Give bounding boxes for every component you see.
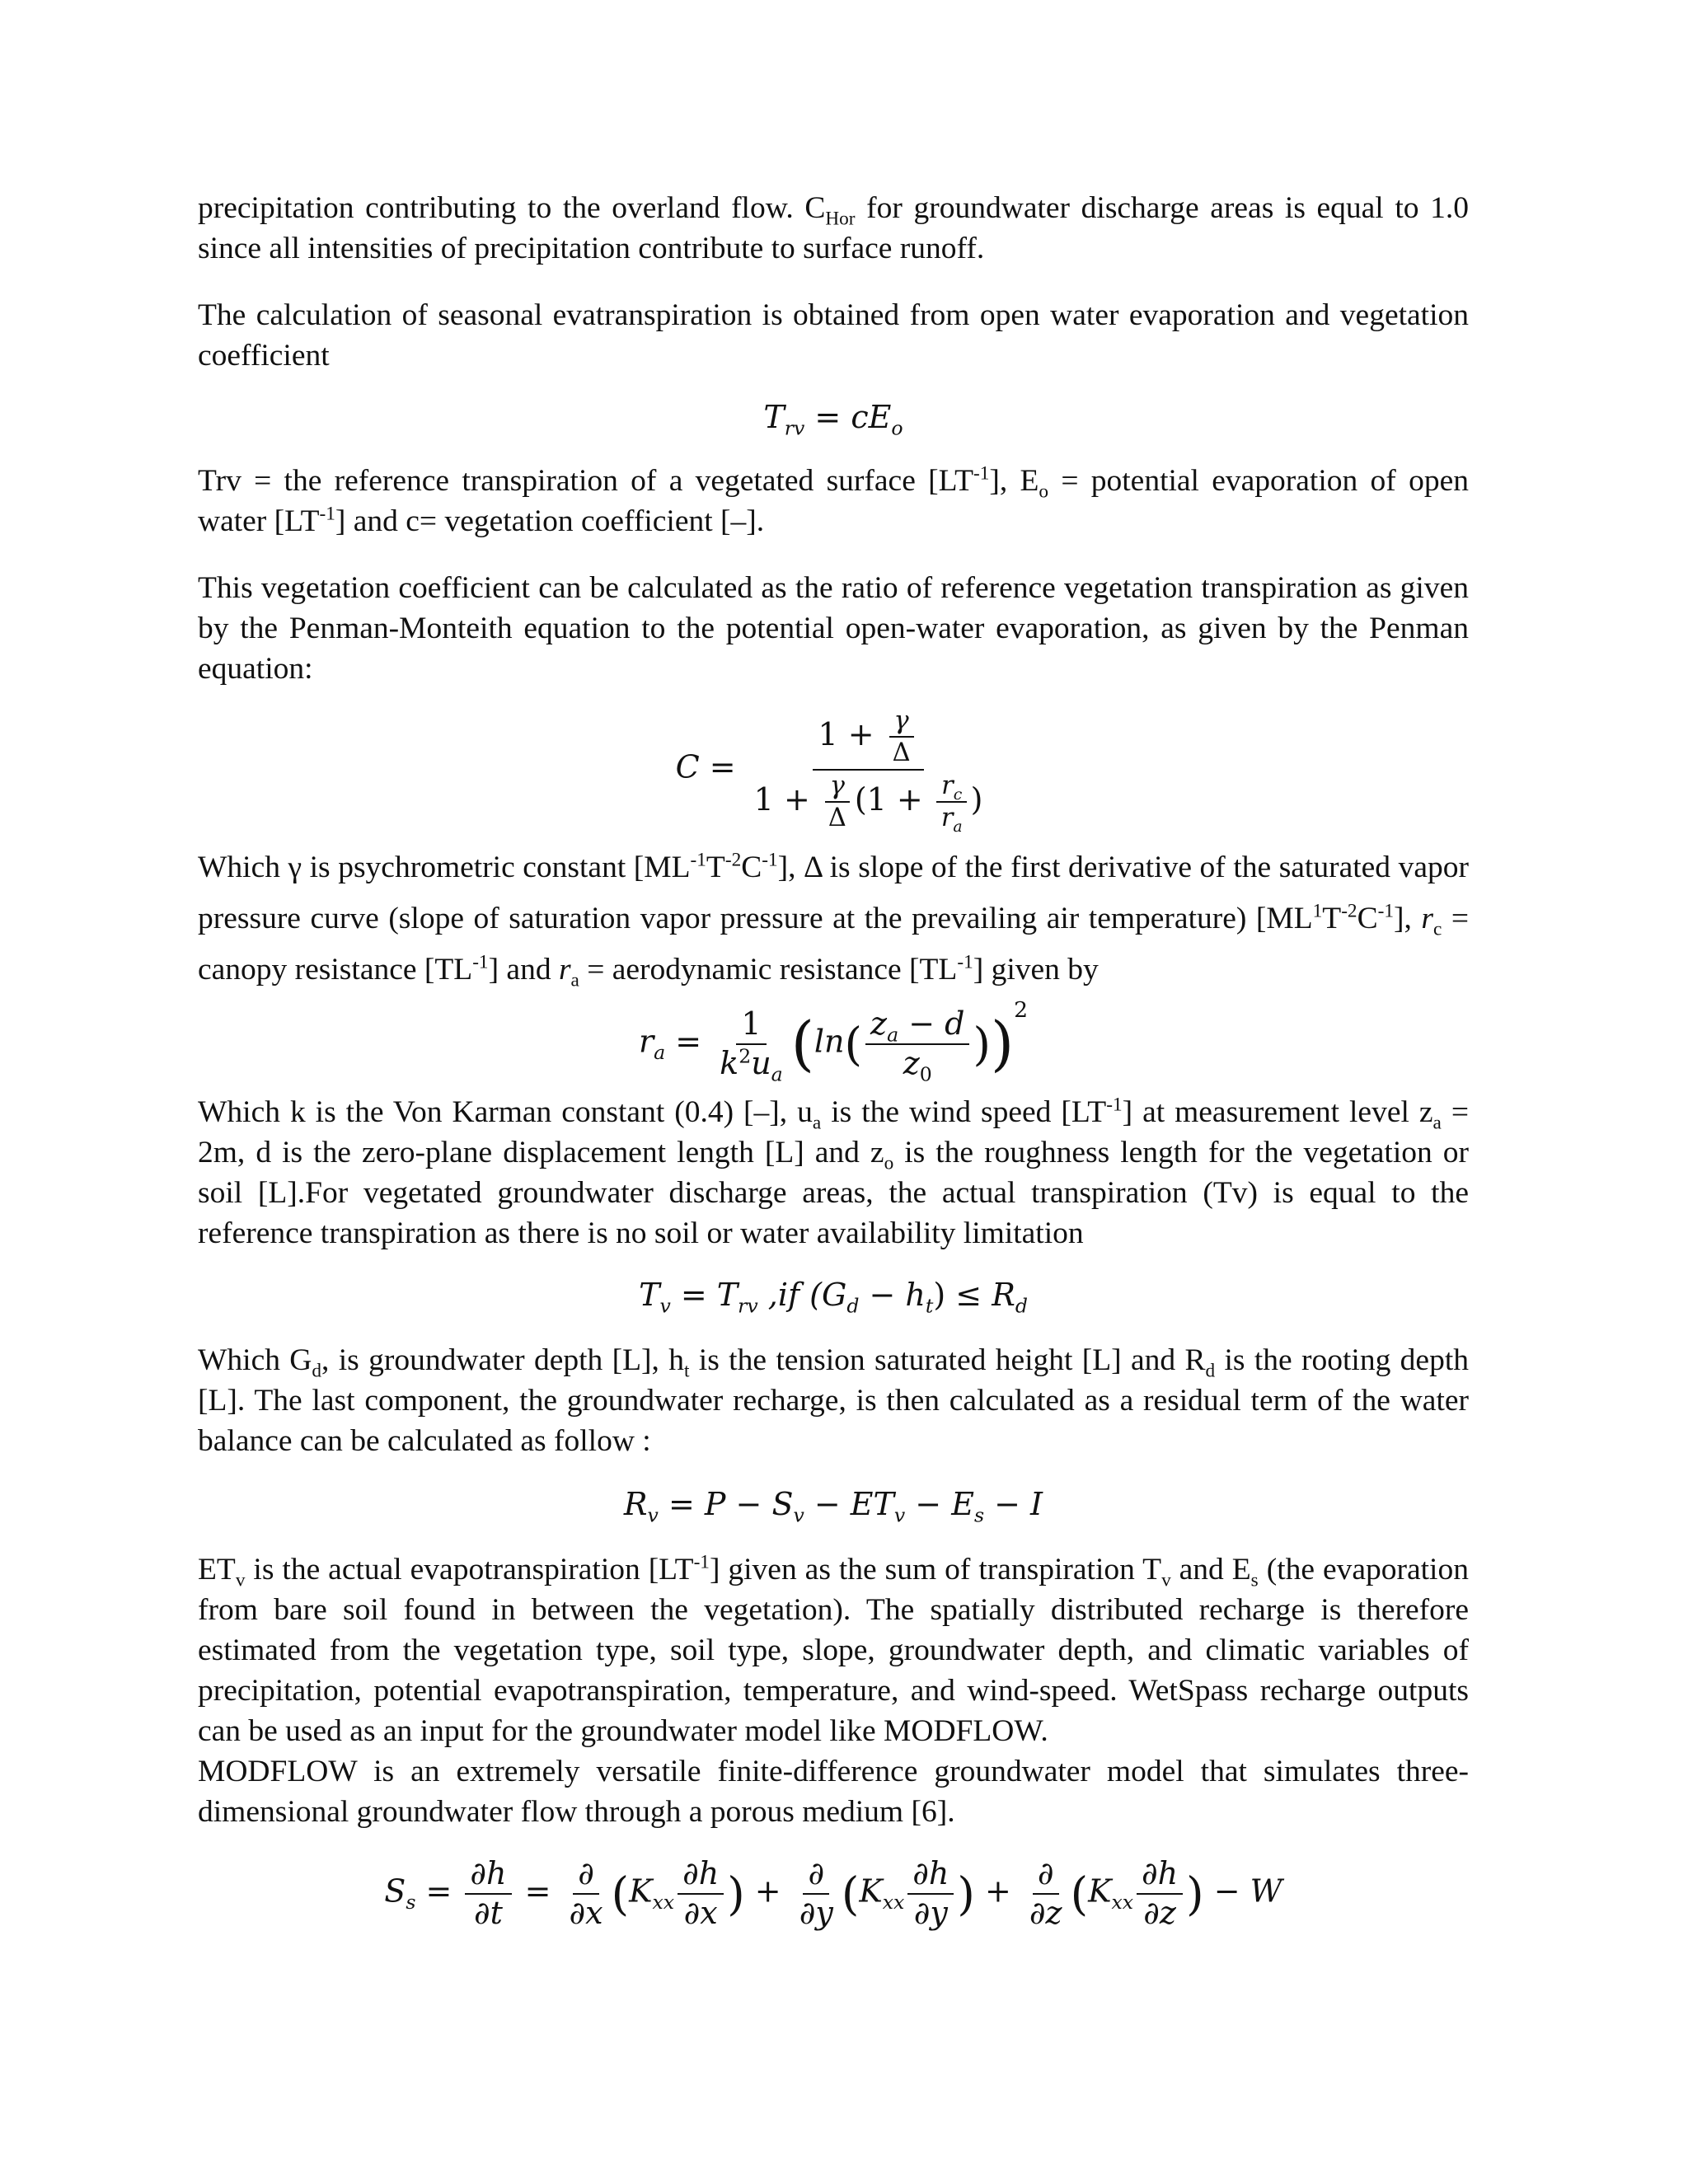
- document-page: [198, 188, 1469, 1931]
- equation-vegetation-coefficient: C = 1 + $\frac{\gamma}{\Delta}$ 1 + $\frac{\gamma}{\Delta}$ (1 + $\frac{r_c}{r_a}$ ): [675, 706, 983, 837]
- paragraph-evapotranspiration-intro: The calculation of seasonal evatranspiration is obtained from open water evaporation and vegetation coefficient: [198, 298, 1469, 373]
- paragraph-actual-evapotranspiration: $ET_v$ is the actual evapotranspiration $[LT^{-1}]$ given as the sum of transpiration $T_v$ and $E_s$ (the evaporation from bare soil found in between the vegetation). The spatially distributed recharge is therefore estimated from the vegetation type, soil type, slope, groundwater depth, and climatic variables of precipitation, potential evapotranspiration, temperature, and wind-speed. WetSpass recharge outputs can be used as an input for the groundwater model like MODFLOW.: [198, 1551, 1469, 1749]
- equation-reference-transpiration: $T_{rv} = cE_o$: [763, 399, 903, 440]
- paragraph-runoff-coefficient: precipitation contributing to the overland flow. $C_{Hor}$ for groundwater discharge areas is equal to 1.0 since all intensities of precipitation contribute to surface runoff.: [198, 191, 1470, 265]
- paragraph-transpiration-definitions: Trv = the reference transpiration of a vegetated surface $[LT^{-1}]$, $E_o$ = potential evaporation of open water $[LT^{-1}]$ and c= vegetation coefficient [–].: [198, 462, 1469, 538]
- paragraph-von-karman: Which k is the Von Karman constant (0.4) [–], $u_a$ is the wind speed $[LT^{-1}]$ at measurement level $z_a = 2m$, d is the zero-plane displacement length [L] and $z_o$ is the roughness length for the vegetation or soil [L].For vegetated groundwater discharge areas, the actual transpiration (Tv) is equal to the reference transpiration as there is no soil or water availability limitation: [198, 1094, 1470, 1251]
- equation-aerodynamic-resistance: $r_a$ = $\frac{1}{k^2u_a}$ (ln( $\frac{z_a - d}{z_0}$ ))$^2$: [638, 996, 1029, 1086]
- paragraph-modflow: MODFLOW is an extremely versatile finite-difference groundwater model that simulates three-dimensional groundwater flow through a porous medium [6].: [198, 1755, 1469, 1830]
- paragraph-psychrometric-definitions: Which γ is psychrometric constant $[ML^{-1}T^{-2}C^{-1}]$, Δ is slope of the first derivative of the saturated vapor pressure curve (slope of saturation vapor pressure at the prevailing air temperature) $[ML^1T^{-2}C^{-1}]$, $r_c$ = canopy resistance $[TL^{-1}]$ and $r_a$ = aerodynamic resistance $[TL^{-1}]$ given by: [198, 849, 1469, 991]
- equation-groundwater-recharge: $R_v = P - S_v - ET_v - E_s - I$: [623, 1486, 1043, 1527]
- paragraph-vegetation-coefficient: This vegetation coefficient can be calculated as the ratio of reference vegetation transpiration as given by the Penman-Monteith equation to the potential open-water evaporation, as given by the Penman equation:: [198, 571, 1469, 686]
- paragraph-groundwater-depth: Which $G_d$, is groundwater depth [L], $h_t$ is the tension saturated height [L] and $R_d$ is the rooting depth [L]. The last component, the groundwater recharge, is then calculated as a residual term of the water balance can be calculated as follow :: [198, 1343, 1469, 1459]
- equation-groundwater-flow: $S_s$ = $\frac{\partial h}{\partial t}$ = $\frac{\partial}{\partial x}$ ($K_{xx}$ $\frac{\partial h}{\partial x}$ ) + $\frac{\partial}{\partial y}$ ($K_{xx}$ $\frac{\partial h}{\partial y}$ ) + $\frac{\partial}{\partial z}$ ($K_{xx}$ $\frac{\partial h}{\partial z}$ ) − W: [384, 1855, 1282, 1932]
- equation-actual-transpiration: $T_v = T_{rv}$ ,if $(G_d - h_t) \le R_d$: [639, 1277, 1028, 1318]
